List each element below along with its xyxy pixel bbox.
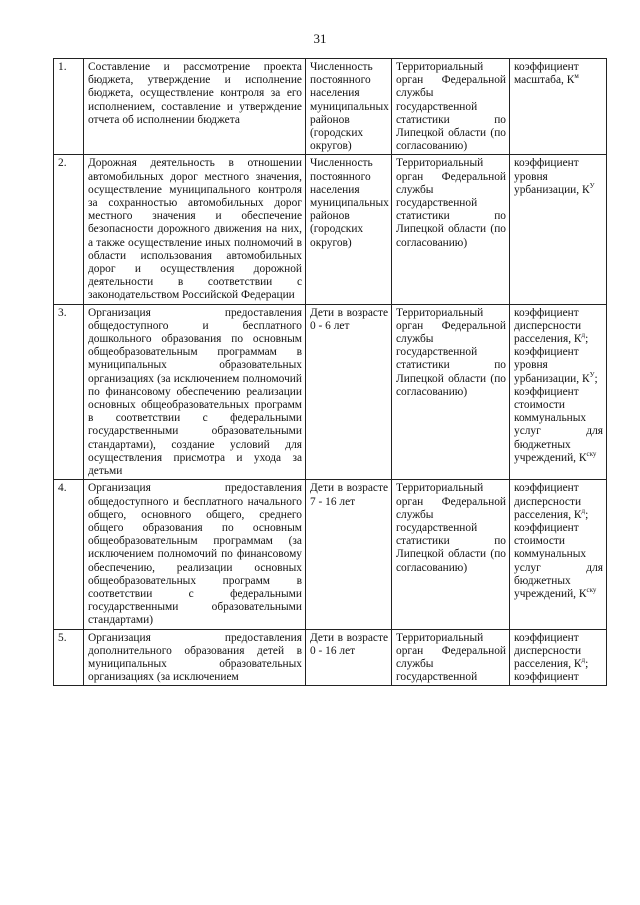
row-number: 5. xyxy=(54,629,84,686)
indicator-cell: Численность постоянного населения муниципальных районов (городских округов) xyxy=(306,59,392,155)
row-number: 4. xyxy=(54,480,84,629)
coefficient-line: коэффициент дисперсности расселения, $К^д$; xyxy=(514,306,589,346)
source-cell: Территориальный орган Федеральной службы государственной статистики по Липецкой области (по согласованию) xyxy=(392,155,510,304)
activity-cell: Организация предоставления дополнительного образования детей в муниципальных образовательных организациях (за исключением xyxy=(84,629,306,686)
row-number: 3. xyxy=(54,304,84,480)
table-row xyxy=(54,155,607,304)
coefficient-line: коэффициент xyxy=(514,671,579,684)
activity-cell: Дорожная деятельность в отношении автомобильных дорог местного значения, осуществление муниципального контроля за сохранностью автомобильных дорог местного значения и обеспечение безопасности дорожного движения на них, а также осуществление иных полномочий в области использования автомобильных дорог и осуществления дорожной деятельности в соответствии с законодательством Российской Федерации xyxy=(84,155,306,304)
source-cell: Территориальный орган Федеральной службы государственной статистики по Липецкой области (по согласованию) xyxy=(392,480,510,629)
page-number: 31 xyxy=(313,31,327,46)
table-row xyxy=(54,629,607,686)
table-row xyxy=(54,480,607,629)
coefficient-cell xyxy=(510,304,607,480)
coefficient-line: коэффициент уровня урбанизации, $К^У$; xyxy=(514,346,598,385)
indicator-cell: Дети в возрасте 7 - 16 лет xyxy=(306,480,392,629)
activity-cell: Организация предоставления общедоступного и бесплатного начального общего, основного общего, среднего общего образования по основным общеобразовательным программам (за исключением полномочий по финансовому обеспечению, реализации основных общеобразовательных программ в соответствии с федеральными государственными образовательными стандартами) xyxy=(84,480,306,629)
coefficient-cell xyxy=(510,480,607,629)
coefficient-line: коэффициент стоимости коммунальных услуг для бюджетных учреждений, $К^{cку}$ xyxy=(514,385,603,464)
budget-powers-table xyxy=(53,58,607,686)
coefficient-line: коэффициент стоимости коммунальных услуг для бюджетных учреждений, $К^{cку}$ xyxy=(514,521,603,600)
indicator-cell: Численность постоянного населения муниципальных районов (городских округов) xyxy=(306,155,392,304)
source-cell: Территориальный орган Федеральной службы государственной xyxy=(392,629,510,686)
activity-cell: Составление и рассмотрение проекта бюджета, утверждение и исполнение бюджета, осуществление контроля за его исполнением, составление и утверждение отчета об исполнении бюджета xyxy=(84,59,306,155)
indicator-cell: Дети в возрасте 0 - 16 лет xyxy=(306,629,392,686)
coefficient-cell xyxy=(510,59,607,155)
table-row xyxy=(54,59,607,155)
indicator-cell: Дети в возрасте 0 - 6 лет xyxy=(306,304,392,480)
source-cell: Территориальный орган Федеральной службы государственной статистики по Липецкой области (по согласованию) xyxy=(392,59,510,155)
coefficient-line: коэффициент дисперсности расселения, $К^д$; xyxy=(514,631,589,670)
coefficient-cell xyxy=(510,629,607,686)
source-cell: Территориальный орган Федеральной службы государственной статистики по Липецкой области (по согласованию) xyxy=(392,304,510,480)
table-row xyxy=(54,304,607,480)
coefficient-line: коэффициент масштаба, $К^м$ xyxy=(514,61,579,87)
activity-cell: Организация предоставления общедоступного и бесплатного дошкольного образования по основным общеобразовательным программам в муниципальных образовательных организациях (за исключением полномочий по финансовому обеспечению реализации основных общеобразовательных программ в соответствии с федеральными государственными образовательными стандартами), создание условий для осуществления присмотра и ухода за детьми xyxy=(84,304,306,480)
coefficient-line: коэффициент уровня урбанизации, $К^У$ xyxy=(514,157,595,196)
coefficient-line: коэффициент дисперсности расселения, $К^д$; xyxy=(514,482,589,521)
row-number: 2. xyxy=(54,155,84,304)
row-number: 1. xyxy=(54,59,84,155)
coefficient-cell xyxy=(510,155,607,304)
